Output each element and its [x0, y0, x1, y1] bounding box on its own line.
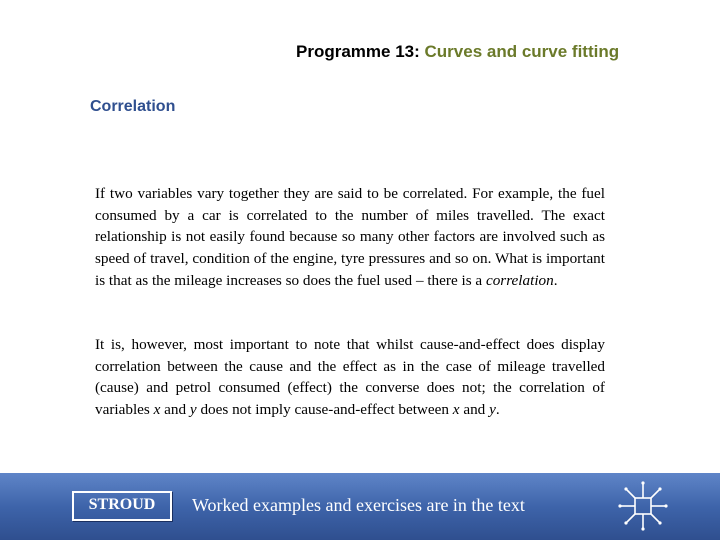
p1-text: If two variables vary together they are said to be correlated. For example, the fuel consumed by a car is correlated to the number of miles travelled. The exact relationship is not easily found because so many other factors are involved such as speed of travel, condition of the engine, tyre pressures and so on. What is important is that as the mileage increases so does the fuel used – there is a [95, 185, 605, 289]
footer-bar [0, 473, 720, 540]
p1-emphasis: correlation [485, 271, 554, 289]
programme-number: Programme 13: [296, 42, 420, 61]
paragraph-cause-effect [95, 334, 605, 421]
p2-var-y2: y [489, 401, 496, 419]
paragraph-correlation-definition [95, 183, 605, 292]
p2-text-b: does not imply cause-and-effect between [196, 401, 453, 419]
p2-end: . [495, 401, 500, 419]
programme-topic: Curves and curve fitting [424, 42, 620, 61]
stroud-logo[interactable]: STROUD [72, 491, 172, 521]
section-title: Correlation [90, 98, 176, 115]
programme-header [296, 42, 619, 62]
p2-var-x: x [153, 401, 161, 419]
p2-text-a: It is, however, most important to note that whilst cause-and-effect does display correlation between the cause and the effect as in the case of mileage travelled (cause) and petrol consumed (effect) the converse does not; the correlation of variables [95, 336, 605, 419]
p2-var-x2: x [452, 401, 460, 419]
p2-var-y: y [189, 401, 197, 419]
p1-end: . [553, 271, 558, 289]
navigation-compass-icon[interactable] [616, 479, 670, 533]
p2-and2: and [459, 401, 490, 419]
p2-and: and [160, 401, 190, 419]
footer-caption: Worked examples and exercises are in the text [192, 495, 525, 515]
